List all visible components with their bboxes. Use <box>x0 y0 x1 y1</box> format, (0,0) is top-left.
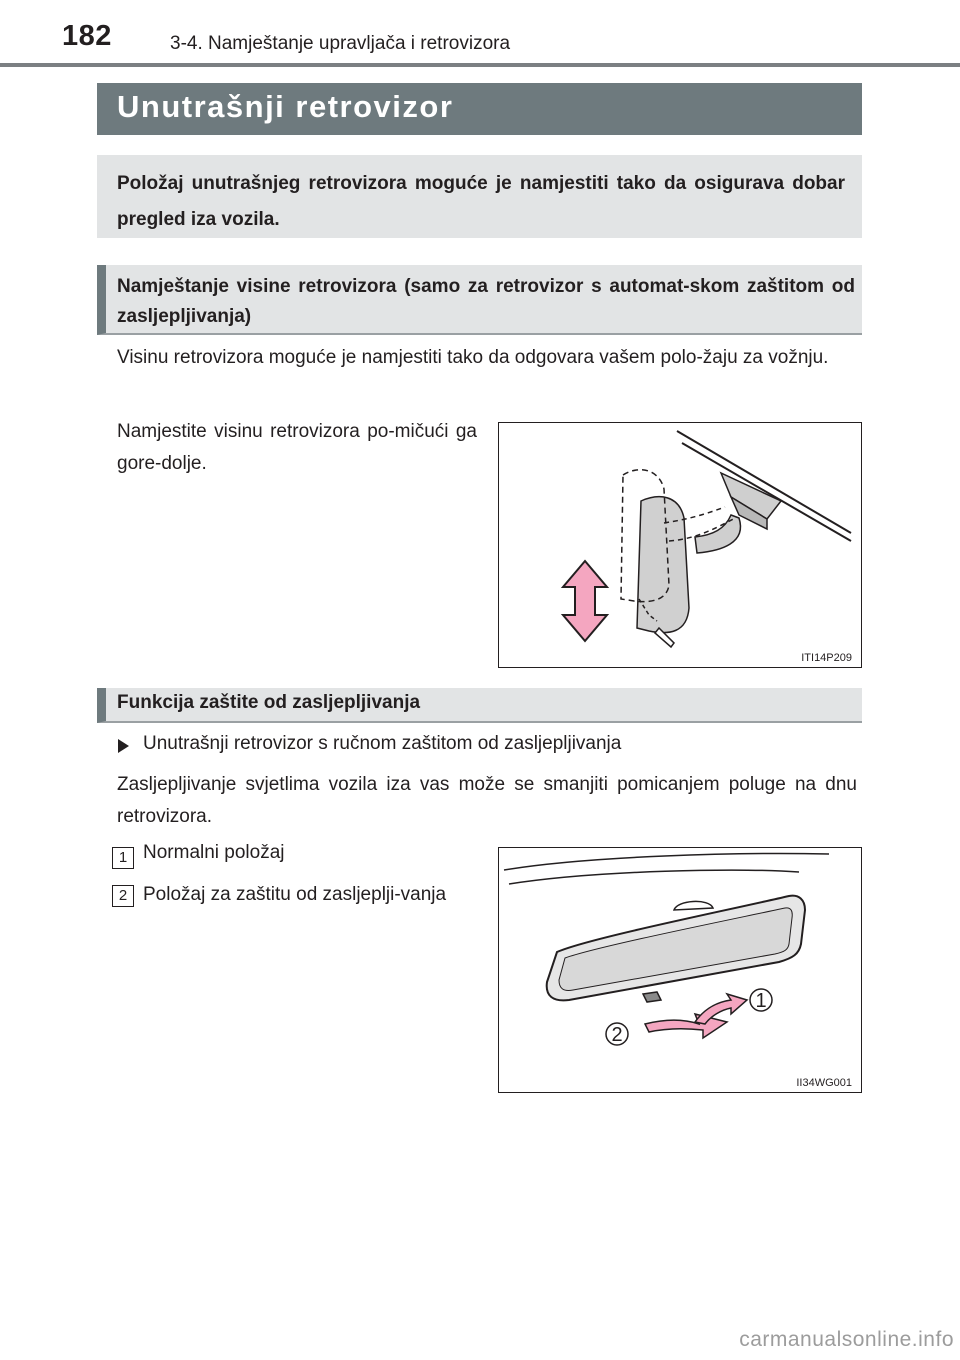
item-normal-position: Normalni položaj <box>143 842 285 863</box>
bullet-manual-antiglare: Unutrašnji retrovizor s ručnom zaštitom od zasljepljivanja <box>143 733 622 754</box>
svg-text:2: 2 <box>611 1024 623 1046</box>
height-paragraph-1: Visinu retrovizora moguće je namjestiti tako da odgovara vašem polo-žaju za vožnju. <box>117 347 829 368</box>
item-antiglare-position: Položaj za zaštitu od zasljeplji-vanja <box>143 884 447 905</box>
header-divider <box>0 63 960 67</box>
figure-code: ITI14P209 <box>801 652 852 664</box>
antiglare-paragraph: Zasljepljivanje svjetlima vozila iza vas može se smanjiti pomicanjem poluge na dnu retrovizora. <box>117 774 857 827</box>
height-paragraph-2: Namjestite visinu retrovizora po-mičući ga gore-dolje. <box>117 421 477 474</box>
section-title: 3-4. Namještanje upravljača i retrovizora <box>170 33 511 54</box>
number-1-icon: 1 <box>112 847 134 869</box>
mirror-height-illustration <box>499 423 860 666</box>
watermark: carmanualsonline.info <box>739 1328 954 1351</box>
subheading-height-adjustment: Namještanje visine retrovizora (samo za retrovizor s automat-skom zaštitom od zasljepljivanja) <box>117 276 855 327</box>
svg-text:1: 1 <box>755 990 767 1012</box>
mirror-lever-illustration <box>499 848 860 1091</box>
subheading-antiglare: Funkcija zaštite od zasljepljivanja <box>117 692 421 713</box>
figure-mirror-height <box>498 422 862 668</box>
number-2-icon: 2 <box>112 885 134 907</box>
figure-mirror-lever <box>498 847 862 1093</box>
triangle-bullet-icon <box>118 739 129 753</box>
page-title: Unutrašnji retrovizor <box>117 89 454 124</box>
figure-code: II34WG001 <box>796 1077 852 1089</box>
page-number: 182 <box>62 20 112 52</box>
intro-text: Položaj unutrašnjeg retrovizora moguće je namjestiti tako da osigurava dobar pregled iza vozila. <box>117 173 845 230</box>
